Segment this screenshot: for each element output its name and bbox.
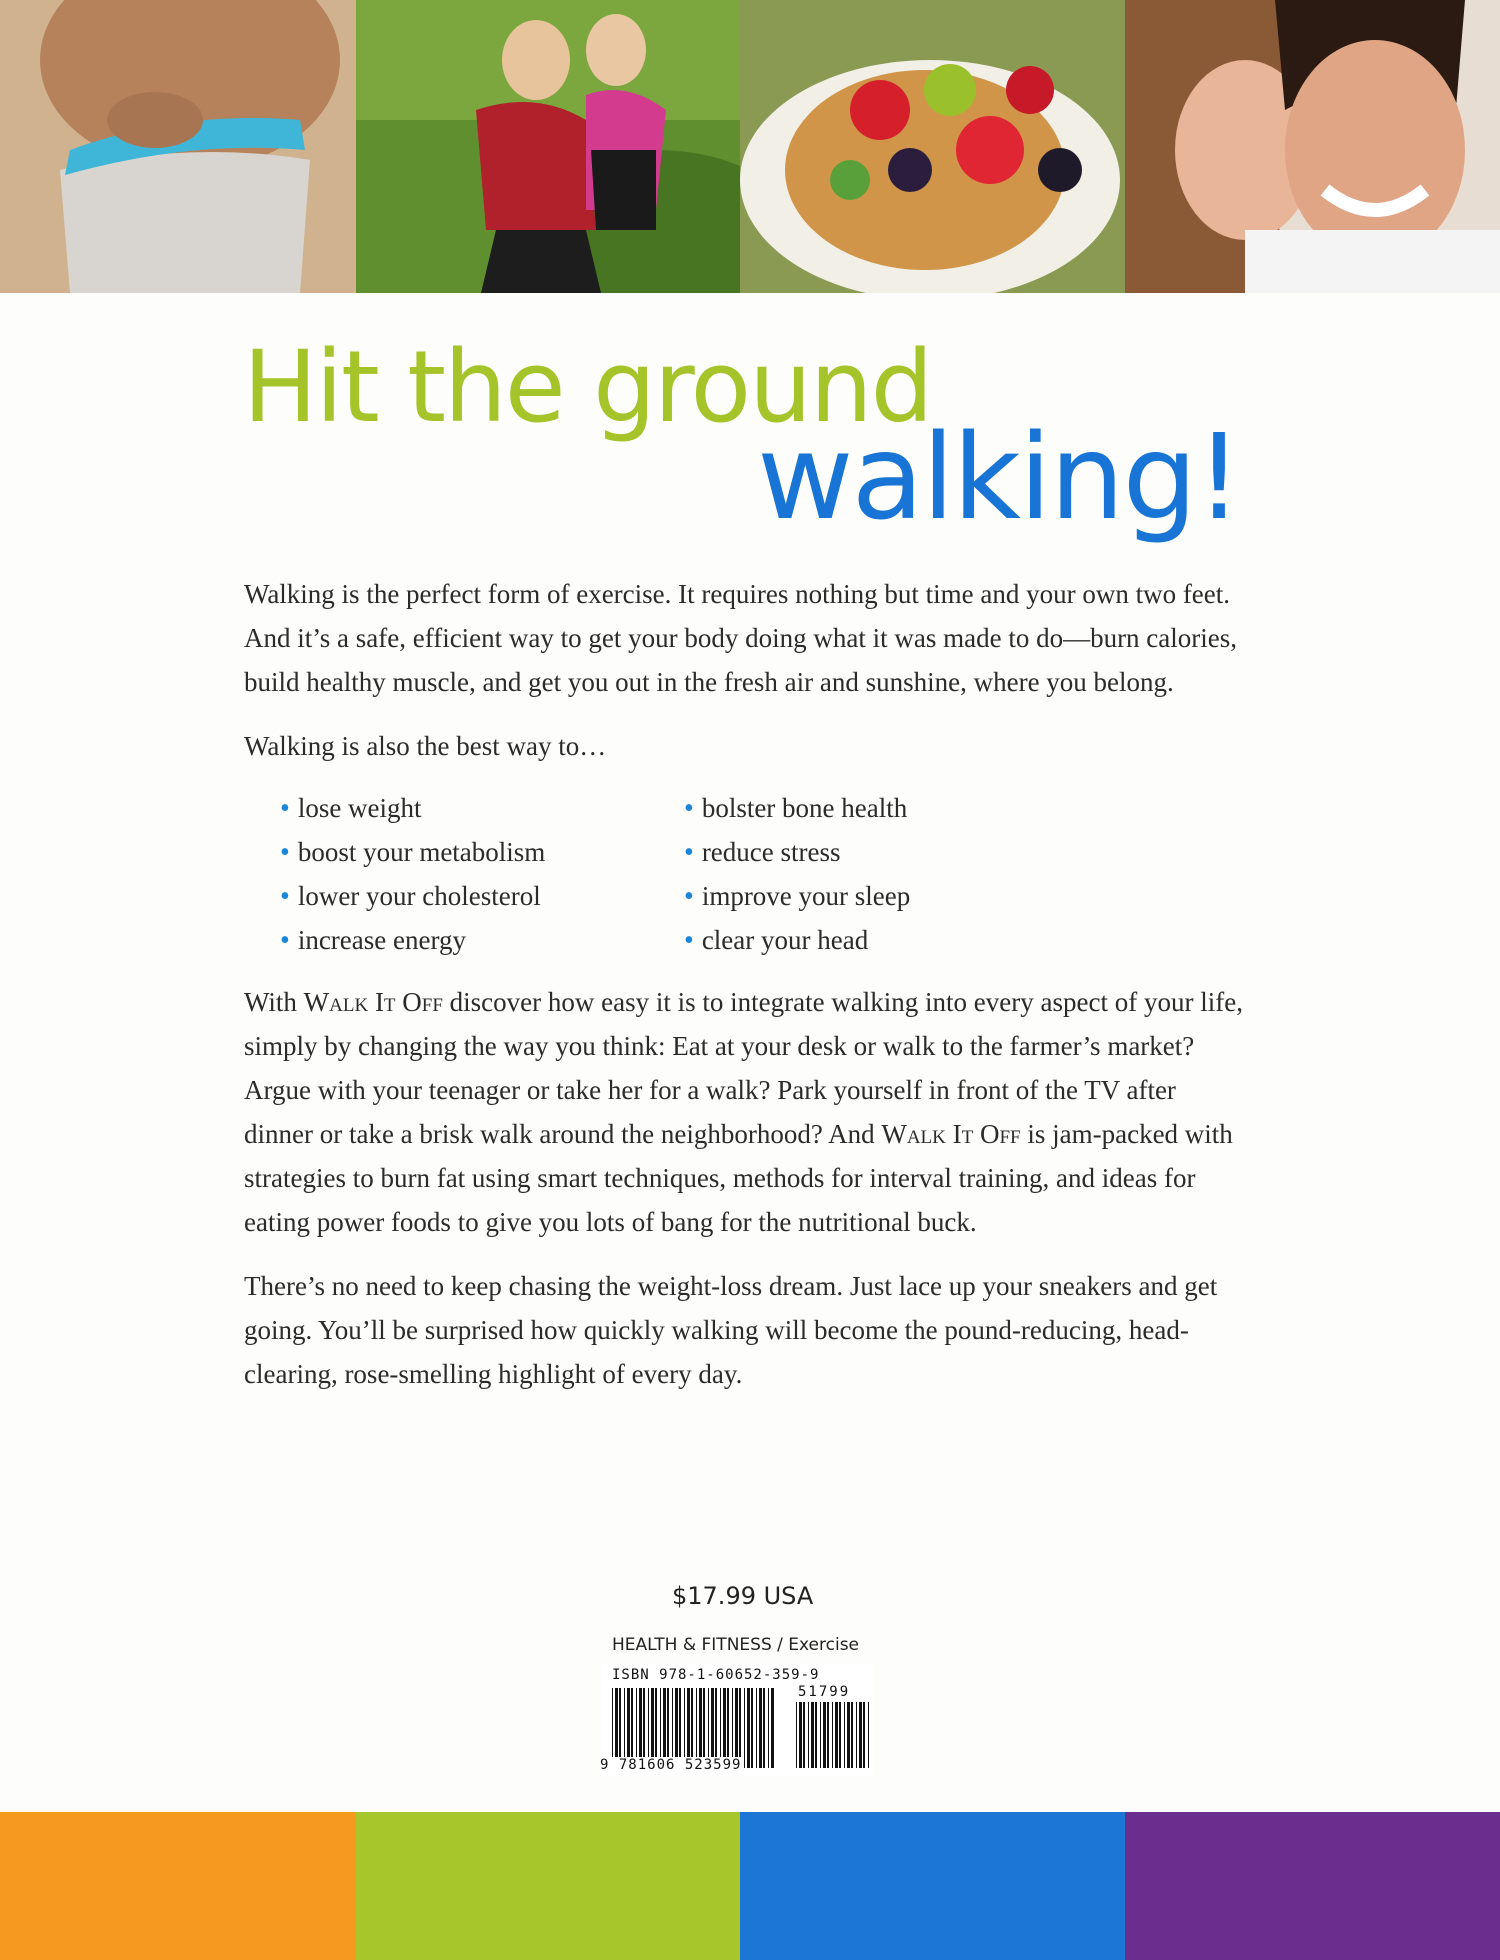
- color-band-purple: [1125, 1812, 1500, 1960]
- headline: [0, 0, 1500, 560]
- list-item: • clear your head: [684, 918, 910, 962]
- list-item: • bolster bone health: [684, 786, 910, 830]
- bisac-category: HEALTH & FITNESS / Exercise: [612, 1635, 860, 1655]
- color-band-blue: [740, 1812, 1125, 1960]
- intro-paragraph: Walking is the perfect form of exercise. It requires nothing but time and your own two feet. And it’s a safe, efficient way to get your body doing what it was made to do—burn calories, build healthy muscle, and get you out in the fresh air and sunshine, where you belong.: [244, 579, 1238, 697]
- list-item: • boost your metabolism: [280, 830, 684, 874]
- color-band-orange: [0, 1812, 356, 1960]
- isbn: ISBN 978-1-60652-359-9: [612, 1667, 820, 1683]
- closing-paragraph: There’s no need to keep chasing the weight-loss dream. Just lace up your sneakers and get going. You’ll be surprised how quickly walking will become the pound-reducing, head-clearing, rose-smelling highlight of every day.: [244, 1271, 1218, 1389]
- text-run: is jam-packed with strategies to burn fat using smart techniques, methods for interval training, and ideas for eating power foods to give you lots of bang for the nutritional buck.: [244, 1119, 1233, 1237]
- headline-line-2: walking!: [757, 408, 1241, 546]
- text-run: With: [244, 987, 304, 1017]
- headline-line-1: Hit the ground: [243, 330, 932, 445]
- description-paragraph: [244, 980, 1244, 1244]
- bullets-lead: Walking is also the best way to…: [244, 731, 607, 761]
- book-title: Walk It Off: [881, 1119, 1021, 1149]
- price: $17.99 USA: [672, 1582, 814, 1610]
- text-run: discover how easy it is to integrate walking into every aspect of your life, simply by changing the way you think: Eat at your desk or walk to the farmer’s market? Argue with your teenager or take her for a walk? Park yourself in front of the TV after dinner or take a brisk walk around the neighborhood? And: [244, 987, 1243, 1149]
- color-band: [0, 1812, 1500, 1960]
- ean-digits: 9 781606 523599: [600, 1757, 742, 1773]
- price-addon-code: 51799: [798, 1684, 851, 1700]
- barcode-addon-icon: [796, 1702, 870, 1768]
- benefits-list: [280, 786, 1244, 962]
- body-copy: [244, 572, 1244, 1396]
- barcode-main-icon: [612, 1688, 775, 1768]
- book-title: Walk It Off: [303, 987, 443, 1017]
- list-item: • improve your sleep: [684, 874, 910, 918]
- list-item: • lose weight: [280, 786, 684, 830]
- list-item: • lower your cholesterol: [280, 874, 684, 918]
- benefits-column-left: [280, 786, 684, 962]
- list-item: • reduce stress: [684, 830, 910, 874]
- benefits-column-right: [684, 786, 910, 962]
- color-band-green: [356, 1812, 740, 1960]
- list-item: • increase energy: [280, 918, 684, 962]
